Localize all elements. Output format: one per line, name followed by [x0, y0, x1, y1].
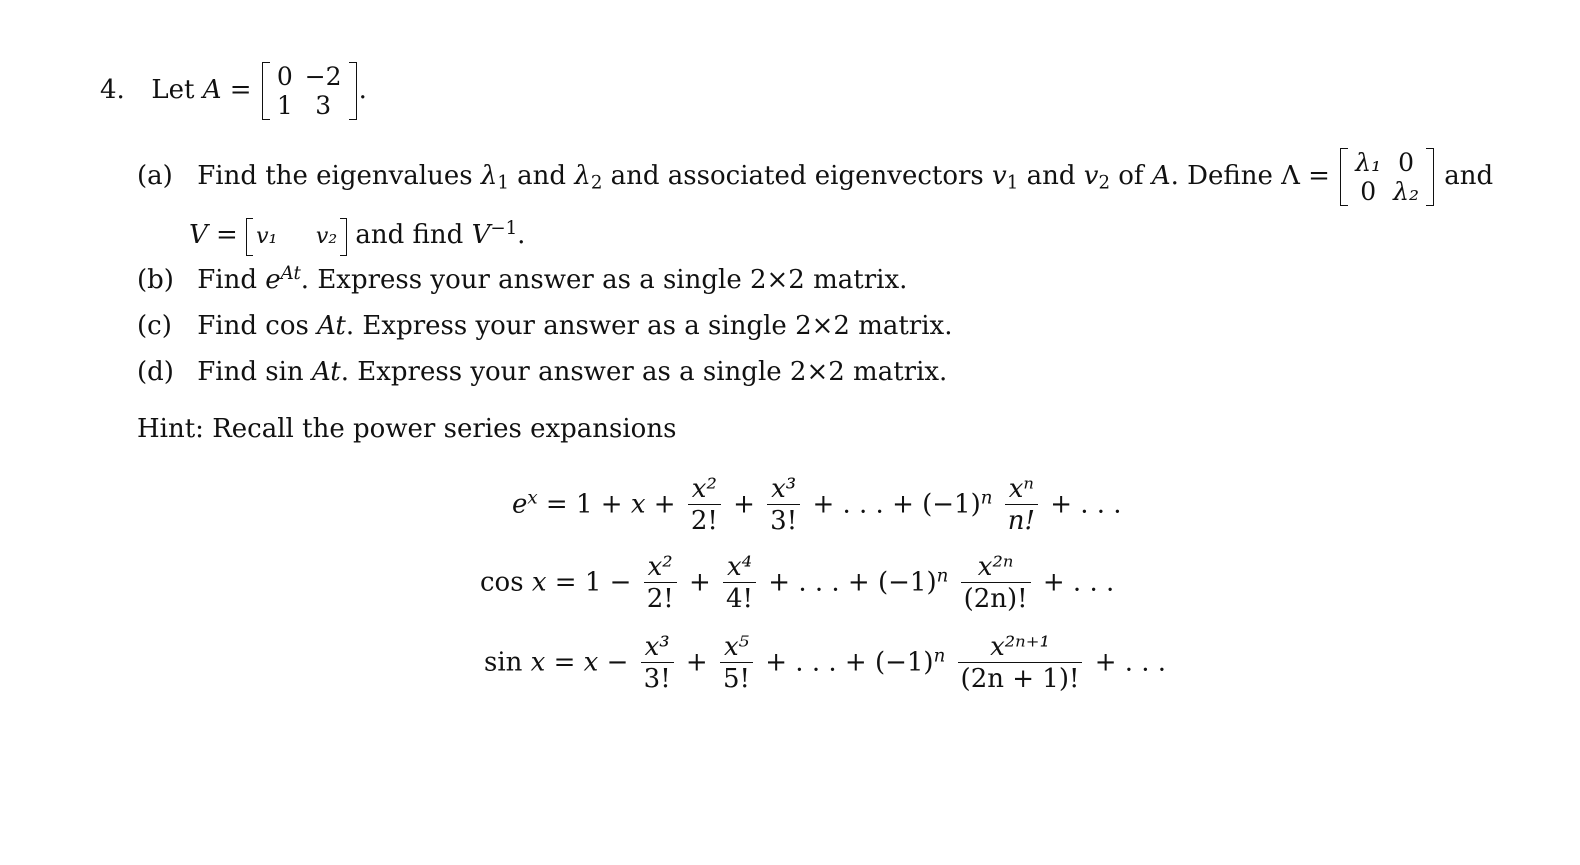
series-term: + — [653, 489, 676, 520]
row-matrix-entry: v₂ — [315, 224, 338, 249]
fraction-numerator: x³ — [644, 632, 670, 662]
fraction-numerator: x²ⁿ⁺¹ — [990, 632, 1050, 662]
superscript: x — [527, 487, 538, 509]
matrix-v: V — [189, 220, 208, 250]
fraction — [1005, 474, 1038, 537]
part-b-label: (b) — [137, 265, 174, 295]
part-d-text: Find sin — [197, 357, 304, 387]
series-term: + — [733, 489, 755, 520]
series-term: + . . . + (−1) — [812, 489, 981, 520]
fraction — [641, 632, 674, 695]
subscript: 1 — [1006, 172, 1019, 194]
fraction — [961, 552, 1031, 615]
series-term: + . . . + (−1) — [765, 647, 934, 678]
superscript: n — [933, 645, 946, 667]
subscript: 1 — [497, 172, 509, 194]
part-c — [137, 311, 952, 341]
superscript: −1 — [490, 217, 518, 239]
fraction-numerator: x⁵ — [723, 632, 750, 662]
fraction-numerator: x² — [691, 474, 717, 504]
equals-sign: = — [545, 489, 568, 520]
matrix-a-cell: 0 — [276, 62, 293, 91]
series-term: x − — [583, 647, 629, 678]
row-matrix-v — [246, 220, 347, 250]
fraction — [723, 552, 756, 615]
equals-sign: = — [216, 220, 238, 250]
part-c-text: . Express your answer as a single 2×2 matrix. — [345, 311, 953, 341]
series-term: + . . . — [1042, 567, 1115, 598]
part-a-text: Find the eigenvalues — [197, 161, 473, 191]
part-b-text: . Express your answer as a single 2×2 matrix. — [300, 265, 908, 295]
v-1: v — [992, 161, 1007, 191]
matrix-a-cell: −2 — [304, 62, 342, 91]
capital-lambda: Λ — [1281, 161, 1300, 191]
part-c-text: Find cos — [197, 311, 309, 341]
part-a-line2 — [189, 217, 526, 250]
part-a-text: and associated eigenvectors — [610, 161, 984, 191]
part-a-line1 — [137, 148, 1493, 206]
series-exp — [512, 474, 1122, 537]
fraction-denominator: (2n + 1)! — [958, 662, 1083, 695]
matrix-a-cell: 1 — [276, 91, 293, 120]
series-term: + . . . — [1094, 647, 1167, 678]
superscript: At — [280, 262, 301, 284]
part-d-text: . Express your answer as a single 2×2 matrix. — [340, 357, 948, 387]
fraction — [644, 552, 677, 615]
series-term: + . . . — [1050, 489, 1122, 520]
part-b-text: Find — [197, 265, 258, 295]
part-d — [137, 357, 947, 387]
lambda-matrix-cell: 0 — [1360, 177, 1377, 206]
equals-sign: = — [553, 647, 576, 678]
subscript: 2 — [590, 172, 603, 194]
fraction-denominator: (2n)! — [961, 582, 1031, 615]
variable-x: x — [531, 567, 547, 598]
fraction-numerator: x²ⁿ — [977, 552, 1014, 582]
exp-e: e — [512, 489, 528, 520]
series-sin — [484, 632, 1166, 695]
fraction-numerator: x² — [647, 552, 673, 582]
at-term: At — [317, 311, 346, 341]
part-a-label: (a) — [137, 161, 173, 191]
period: . — [358, 75, 367, 105]
part-a-text: . Define — [1170, 161, 1273, 191]
part-c-label: (c) — [137, 311, 172, 341]
fraction-numerator: xⁿ — [1008, 474, 1034, 504]
fraction-denominator: 5! — [720, 662, 753, 695]
fraction-denominator: 2! — [644, 582, 677, 615]
part-d-label: (d) — [137, 357, 174, 387]
matrix-a-cell: 3 — [315, 91, 332, 120]
fraction — [958, 632, 1083, 695]
problem-intro: Let — [151, 75, 195, 105]
matrix-a-ref: A — [1151, 161, 1171, 191]
part-a-text: and find — [355, 220, 464, 250]
problem-statement — [100, 62, 367, 120]
series-term: x — [630, 489, 646, 520]
lambda-matrix — [1340, 148, 1434, 206]
series-term: + . . . + (−1) — [768, 567, 937, 598]
fraction-numerator: x⁴ — [726, 552, 753, 582]
superscript: n — [980, 487, 993, 509]
lambda-matrix-cell: λ₂ — [1393, 177, 1419, 206]
part-a-text: and — [517, 161, 567, 191]
fraction-denominator: 4! — [723, 582, 756, 615]
sin-function: sin — [484, 647, 523, 678]
series-term: + — [688, 567, 711, 598]
variable-x: x — [530, 647, 546, 678]
fraction — [720, 632, 753, 695]
lambda-matrix-cell: λ₁ — [1355, 148, 1382, 177]
problem-number: 4. — [100, 75, 125, 105]
part-a-text: and — [1026, 161, 1076, 191]
lambda-1: λ — [480, 161, 498, 191]
exp-e: e — [265, 265, 281, 295]
equals-sign: = — [554, 567, 577, 598]
at-term: At — [311, 357, 341, 387]
lambda-2: λ — [574, 161, 591, 191]
row-matrix-entry: v₁ — [256, 224, 278, 249]
fraction-denominator: 3! — [641, 662, 674, 695]
subscript: 2 — [1098, 172, 1111, 194]
part-a-text: and — [1444, 161, 1494, 191]
series-term: + — [685, 647, 708, 678]
fraction-denominator: 3! — [767, 504, 800, 537]
matrix-a — [262, 62, 357, 120]
series-term: 1 + — [575, 489, 623, 520]
hint-text: Hint: Recall the power series expansions — [137, 414, 677, 444]
series-cos — [480, 552, 1114, 615]
equals-sign: = — [1308, 161, 1330, 191]
fraction — [688, 474, 721, 537]
lambda-matrix-cell: 0 — [1398, 148, 1414, 177]
part-b — [137, 262, 908, 295]
cos-function: cos — [480, 567, 524, 598]
matrix-name: A — [202, 75, 222, 105]
v-2: v — [1083, 161, 1099, 191]
fraction-numerator: x³ — [771, 474, 797, 504]
matrix-v-inverse: V — [471, 220, 491, 250]
fraction-denominator: n! — [1005, 504, 1038, 537]
series-term: 1 − — [584, 567, 632, 598]
part-a-text: of — [1118, 161, 1144, 191]
period: . — [517, 220, 526, 250]
fraction — [767, 474, 800, 537]
equals-sign: = — [229, 75, 252, 105]
fraction-denominator: 2! — [688, 504, 721, 537]
superscript: n — [936, 565, 949, 587]
